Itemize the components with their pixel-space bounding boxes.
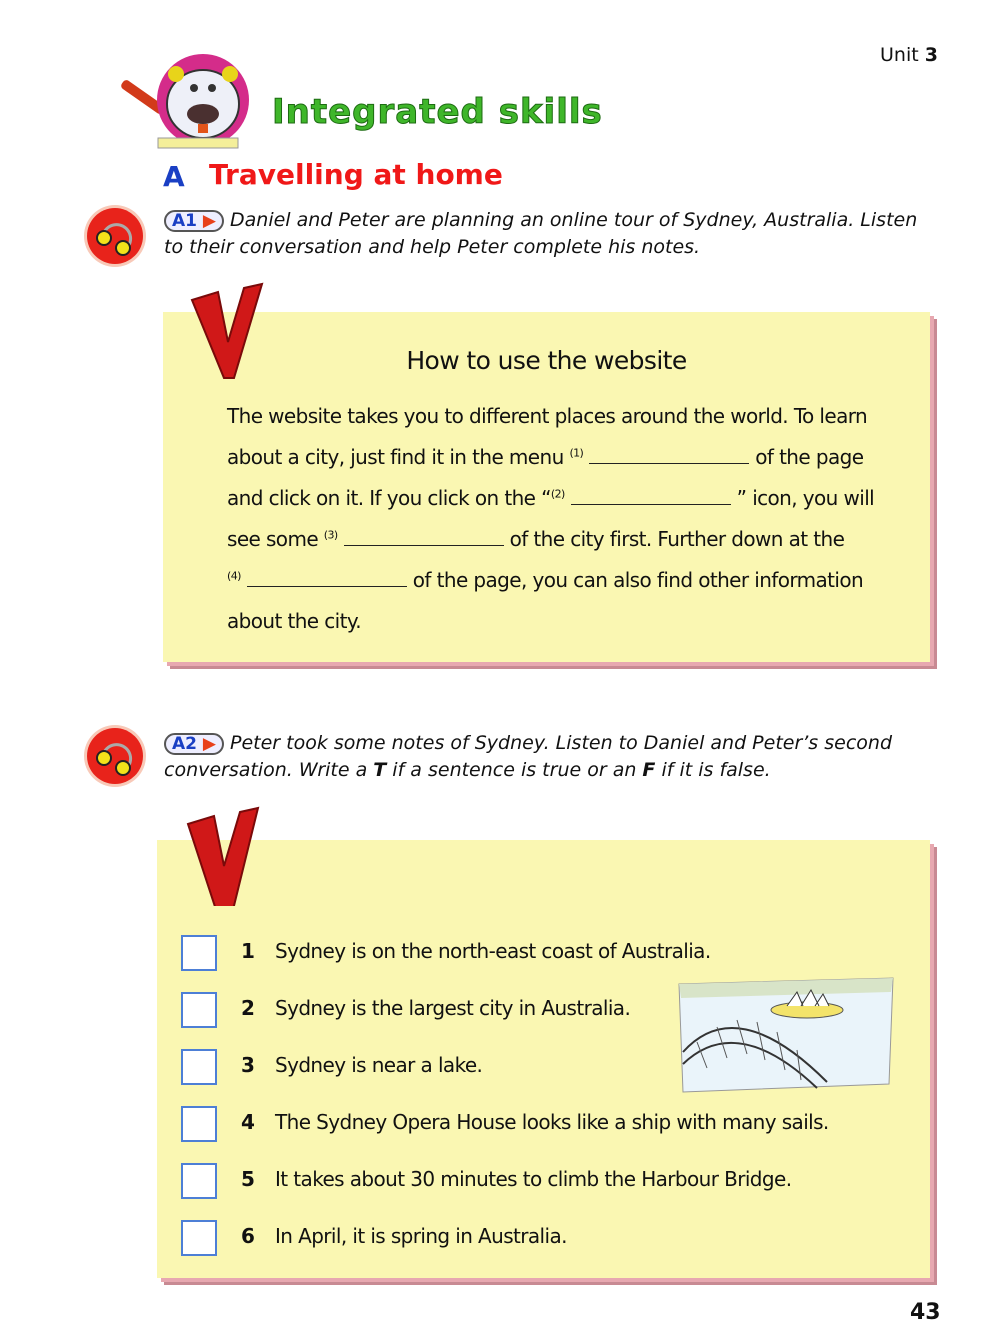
unit-label — [880, 44, 938, 66]
line-text: ” icon, you will — [736, 486, 875, 510]
headphones-icon[interactable] — [87, 208, 143, 264]
answer-blank-4[interactable] — [247, 570, 407, 587]
note-how-to-use-website — [163, 312, 930, 662]
line-text: see some — [227, 527, 319, 551]
line-text: about a city, just find it in the menu — [227, 445, 564, 469]
true-letter: T — [373, 759, 387, 781]
a1-tag-label: A1 — [172, 211, 197, 231]
answer-blank-1[interactable] — [589, 447, 749, 464]
line-text: and click on it. If you click on the “ — [227, 486, 551, 510]
pin-icon — [184, 806, 264, 906]
statement-text: Sydney is near a lake. — [275, 1053, 483, 1077]
a1-instruction-text: Daniel and Peter are planning an online tour of Sydney, Australia. Listen to their conversation and help Peter complete his notes. — [164, 209, 918, 258]
pin-icon — [188, 282, 268, 382]
statement-number: 3 — [241, 1053, 255, 1077]
play-icon: ▶ — [202, 734, 216, 754]
a1-audio-tag[interactable] — [164, 210, 224, 232]
statement-number: 2 — [241, 996, 255, 1020]
statement-text: In April, it is spring in Australia. — [275, 1224, 567, 1248]
statement-text: It takes about 30 minutes to climb the Harbour Bridge. — [275, 1167, 792, 1191]
answer-checkbox-3[interactable] — [181, 1049, 217, 1085]
line-text: of the page — [755, 445, 864, 469]
section-letter: A — [163, 160, 185, 193]
note-title: How to use the website — [406, 346, 687, 375]
statement-text: The Sydney Opera House looks like a ship with many sails. — [275, 1110, 829, 1134]
instruction-text: if a sentence is true or an — [386, 759, 643, 781]
page-number: 43 — [910, 1300, 941, 1325]
sydney-harbour-illustration — [677, 972, 895, 1094]
line-text: about the city. — [227, 609, 361, 633]
page-title: Integrated skills — [272, 92, 603, 132]
a1-instruction — [164, 207, 934, 261]
line-text: of the page, you can also find other information — [412, 568, 864, 592]
note-line-6 — [227, 609, 361, 633]
blank-number: (1) — [569, 446, 584, 460]
statement-text: Sydney is the largest city in Australia. — [275, 996, 631, 1020]
section-title: Travelling at home — [209, 158, 503, 191]
answer-blank-2[interactable] — [571, 488, 731, 505]
a2-audio-tag[interactable] — [164, 733, 224, 755]
play-icon: ▶ — [202, 211, 216, 231]
instruction-text: if it is false. — [655, 759, 771, 781]
headphones-icon[interactable] — [87, 728, 143, 784]
a2-instruction — [164, 730, 934, 784]
unit-number: 3 — [924, 44, 938, 66]
instruction-text: Peter took some notes of Sydney. Listen to Daniel and Peter’s second conversation. Write a — [164, 732, 893, 781]
answer-checkbox-4[interactable] — [181, 1106, 217, 1142]
answer-blank-3[interactable] — [344, 529, 504, 546]
note-line-2 — [227, 445, 863, 469]
answer-checkbox-1[interactable] — [181, 935, 217, 971]
answer-checkbox-5[interactable] — [181, 1163, 217, 1199]
blank-number: (3) — [323, 528, 338, 542]
statement-number: 4 — [241, 1110, 255, 1134]
a2-tag-label: A2 — [172, 734, 197, 754]
dog-mascot-icon — [118, 52, 268, 152]
blank-number: (4) — [227, 569, 241, 583]
answer-checkbox-6[interactable] — [181, 1220, 217, 1256]
note-line-5 — [227, 568, 863, 592]
false-letter: F — [642, 759, 656, 781]
blank-number: (2) — [550, 487, 565, 501]
note-true-false — [157, 840, 930, 1278]
note-line-4 — [227, 527, 844, 551]
answer-checkbox-2[interactable] — [181, 992, 217, 1028]
unit-text: Unit — [880, 44, 919, 66]
note-line-1 — [227, 404, 867, 428]
line-text: of the city first. Further down at the — [509, 527, 845, 551]
statement-text: Sydney is on the north-east coast of Australia. — [275, 939, 711, 963]
statement-number: 5 — [241, 1167, 255, 1191]
statement-number: 6 — [241, 1224, 255, 1248]
note-line-3 — [227, 486, 874, 510]
statement-number: 1 — [241, 939, 255, 963]
line-text: The website takes you to different places around the world. To learn — [227, 404, 868, 428]
